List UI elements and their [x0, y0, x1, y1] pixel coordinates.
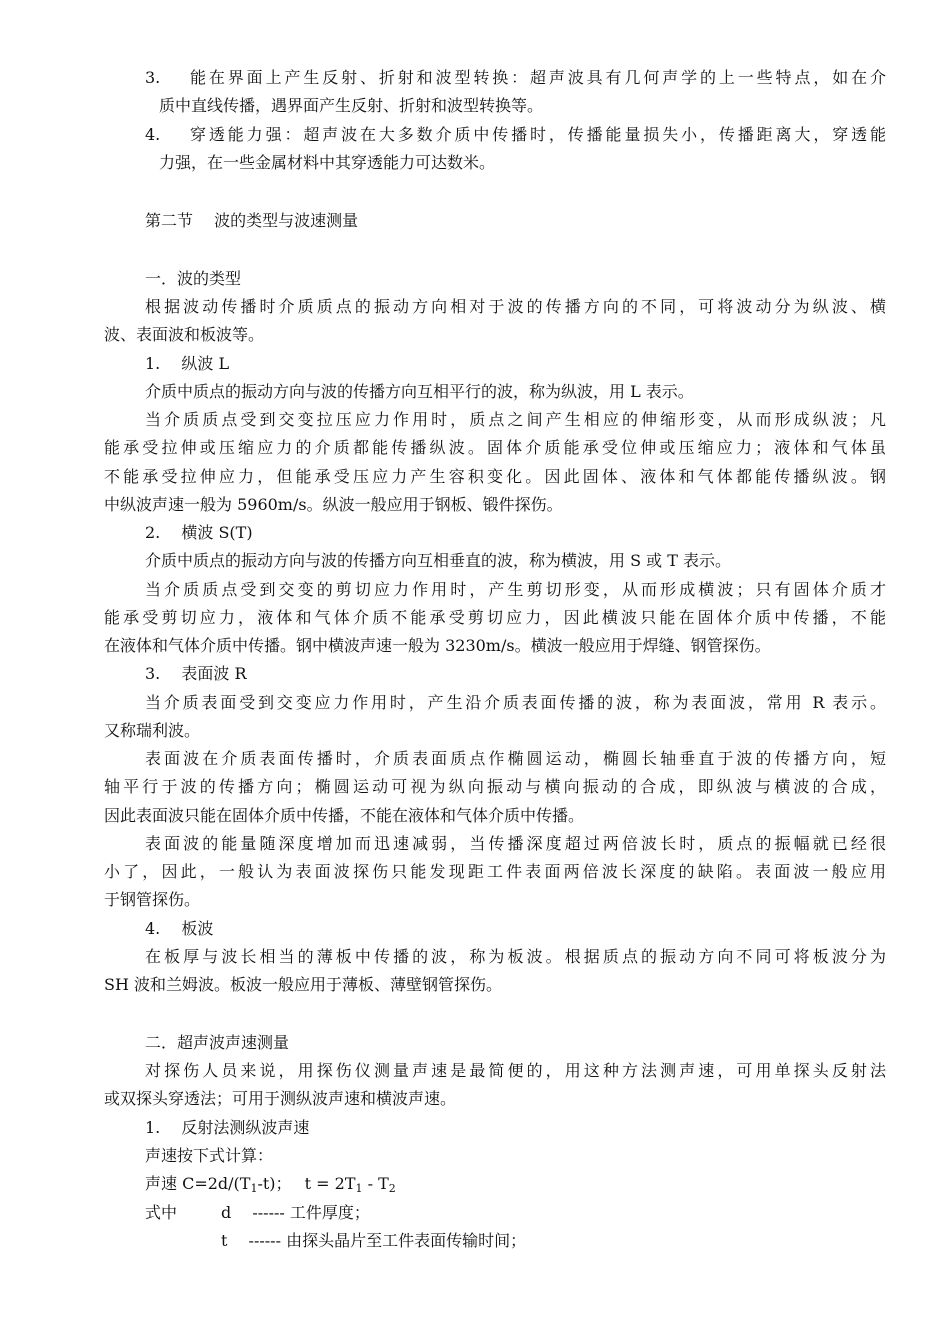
speed-formula: [145, 1170, 396, 1198]
transverse-wave-definition: 介质中质点的振动方向与波的传播方向互相垂直的波，称为横波，用 S 或 T 表示。: [145, 551, 731, 570]
formula-sub-2: 1: [355, 1182, 363, 1195]
part2-intro-line2: 或双探头穿透法；可用于测纵波声速和横波声速。: [104, 1089, 457, 1108]
variable-d-definition: [221, 1199, 370, 1227]
part1-heading: 一．波的类型: [145, 269, 242, 288]
formula-prefix: 声速 C=2d/(T: [145, 1174, 251, 1193]
list-item-3-line2: 质中直线传播，遇界面产生反射、折射和波型转换等。: [159, 96, 544, 115]
part1-intro-line2: 波、表面波和板波等。: [104, 325, 265, 344]
surface-wave-para2-line1: 表面波在介质表面传播时，介质表面质点作椭圆运动，椭圆长轴垂直于波的传播方向，短: [145, 749, 886, 768]
reflection-method-heading: 1. 反射法测纵波声速: [145, 1118, 310, 1137]
section-title: 第二节 波的类型与波速测量: [145, 211, 359, 230]
list-item-3-line1: 3. 能在界面上产生反射、折射和波型转换：超声波具有几何声学的上一些特点，如在介: [145, 68, 886, 87]
variable-t-dash: ------: [248, 1231, 281, 1250]
transverse-wave-para-line1: 当介质质点受到交变的剪切应力作用时，产生剪切形变，从而形成横波；只有固体介质才: [145, 580, 886, 599]
variable-d-description: 工件厚度；: [289, 1203, 370, 1222]
formula-sub-1: 1: [250, 1182, 258, 1195]
transverse-wave-para-line2: 能承受剪切应力，液体和气体介质不能承受剪切应力，因此横波只能在固体介质中传播，不能: [104, 608, 886, 627]
transverse-wave-para-line3: 在液体和气体介质中传播。钢中横波声速一般为 3230m/s。横波一般应用于焊缝、钢管探伤。: [104, 636, 771, 655]
longitudinal-wave-para-line4: 中纵波声速一般为 5960m/s。纵波一般应用于钢板、锻件探伤。: [104, 495, 563, 514]
list-item-4-line1: 4. 穿透能力强：超声波在大多数介质中传播时，传播能量损失小，传播距离大，穿透能: [145, 125, 886, 144]
plate-wave-para-line1: 在板厚与波长相当的薄板中传播的波，称为板波。根据质点的振动方向不同可将板波分为: [145, 947, 886, 966]
surface-wave-para3-line3: 于钢管探伤。: [104, 890, 201, 909]
variable-d-dash: ------: [252, 1203, 285, 1222]
longitudinal-wave-para-line2: 能承受拉伸或压缩应力的介质都能传播纵波。固体介质能承受位伸或压缩应力；液体和气体虽: [104, 438, 886, 457]
formula-mid2: - T: [362, 1174, 389, 1193]
surface-wave-para1-line1: 当介质表面受到交变应力作用时，产生沿介质表面传播的波，称为表面波，常用 R 表示。: [145, 693, 886, 712]
formula-sub-3: 2: [388, 1182, 396, 1195]
variable-t-definition: [221, 1227, 526, 1255]
longitudinal-wave-para-line1: 当介质质点受到交变拉压应力作用时，质点之间产生相应的伸缩形变，从而形成纵波；凡: [145, 410, 886, 429]
surface-wave-para2-line2: 轴平行于波的传播方向；椭圆运动可视为纵向振动与横向振动的合成，即纵波与横波的合成，: [104, 777, 886, 796]
surface-wave-para2-line3: 因此表面波只能在固体介质中传播，不能在液体和气体介质中传播。: [104, 806, 585, 825]
plate-wave-heading: 4. 板波: [145, 919, 214, 938]
variable-t-description: 由探头晶片至工件表面传输时间；: [286, 1231, 527, 1250]
part1-intro-line1: 根据波动传播时介质质点的振动方向相对于波的传播方向的不同，可将波动分为纵波、横: [145, 297, 886, 316]
formula-intro: 声速按下式计算：: [145, 1146, 274, 1165]
longitudinal-wave-heading: 1. 纵波 L: [145, 354, 230, 373]
list-item-4-line2: 力强，在一些金属材料中其穿透能力可达数米。: [159, 153, 496, 172]
transverse-wave-heading: 2. 横波 S(T): [145, 523, 253, 542]
surface-wave-para1-line2: 又称瑞利波。: [104, 721, 201, 740]
plate-wave-para-line2: SH 波和兰姆波。板波一般应用于薄板、薄壁钢管探伤。: [104, 975, 503, 994]
part2-intro-line1: 对探伤人员来说，用探伤仪测量声速是最简便的，用这种方法测声速，可用单探头反射法: [145, 1061, 886, 1080]
variable-d: d: [221, 1203, 232, 1222]
variable-t: t: [221, 1231, 228, 1250]
part2-heading: 二．超声波声速测量: [145, 1033, 290, 1052]
surface-wave-para3-line1: 表面波的能量随深度增加而迅速减弱，当传播深度超过两倍波长时，质点的振幅就已经很: [145, 834, 886, 853]
surface-wave-heading: 3. 表面波 R: [145, 664, 247, 683]
surface-wave-para3-line2: 小了，因此，一般认为表面波探伤只能发现距工件表面两倍波长深度的缺陷。表面波一般应用: [104, 862, 886, 881]
where-label: 式中: [145, 1203, 178, 1222]
formula-mid: -t)； t = 2T: [257, 1174, 356, 1193]
longitudinal-wave-definition: 介质中质点的振动方向与波的传播方向互相平行的波，称为纵波，用 L 表示。: [145, 382, 694, 401]
longitudinal-wave-para-line3: 不能承受拉伸应力，但能承受压应力产生容积变化。因此固体、液体和气体都能传播纵波。钢: [104, 467, 886, 486]
